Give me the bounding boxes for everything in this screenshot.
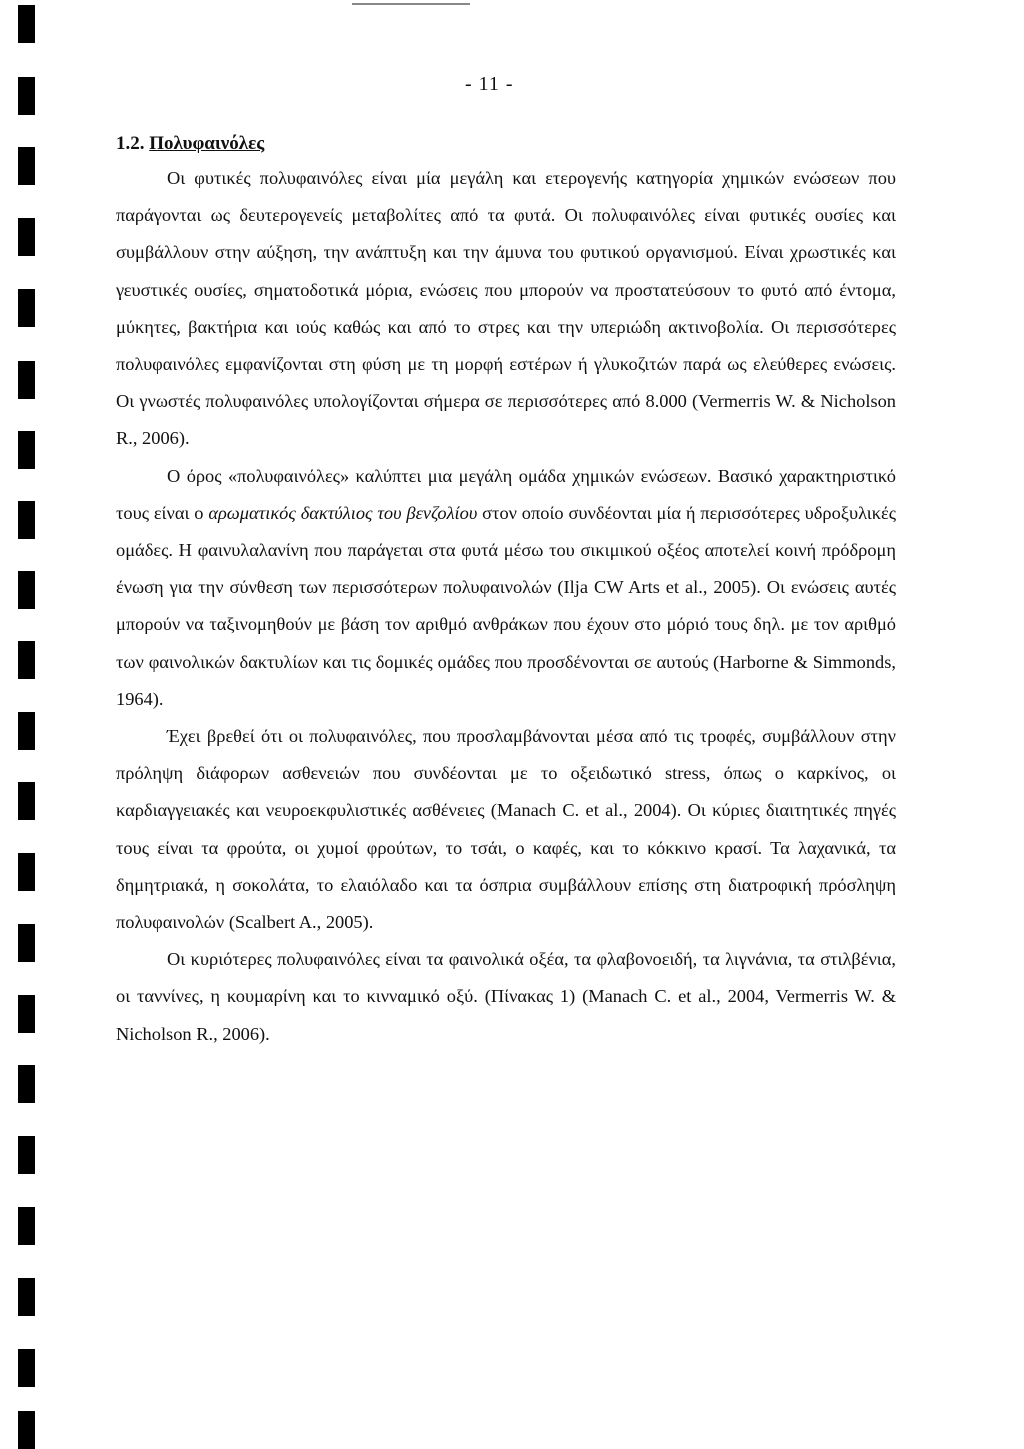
scan-mark	[18, 782, 35, 820]
paragraph-text: Έχει βρεθεί ότι οι πολυφαινόλες, που προσλαμβάνονται μέσα από τις τροφές, συμβάλλουν στην πρόληψη διάφορων ασθενειών που συνδέονται με το οξειδωτικό stress, όπως ο καρκίνος, οι καρδιαγγειακές και νευροεκφυλιστικές ασθένειες (Manach C. et al., 2004). Οι κύριες διαιτητικές πηγές τους είναι τα φρούτα, οι χυμοί φρούτων, το τσάι, ο καφές, και το κόκκινο κρασί. Τα λαχανικά, τα δημητριακά, η σοκολάτα, το ελαιόλαδο και τα όσπρια συμβάλλουν επίσης στη διατροφική πρόσληψη πολυφαινολών (Scalbert A., 2005).	[116, 726, 896, 933]
scan-mark	[18, 995, 35, 1033]
page-number: - 11 -	[465, 73, 514, 95]
paragraph	[116, 941, 896, 1053]
scan-mark	[18, 1065, 35, 1103]
scan-mark	[18, 289, 35, 327]
scan-mark	[18, 361, 35, 399]
scan-mark	[18, 641, 35, 679]
scan-mark	[18, 218, 35, 256]
scan-mark	[18, 147, 35, 185]
paragraph	[116, 458, 896, 718]
scan-mark	[18, 924, 35, 962]
paragraph	[116, 718, 896, 941]
scan-mark	[18, 1278, 35, 1316]
body-text	[116, 160, 896, 1053]
paragraph-text: Οι κυριότερες πολυφαινόλες είναι τα φαινολικά οξέα, τα φλαβονοειδή, τα λιγνάνια, τα στιλβένια, οι ταννίνες, η κουμαρίνη και το κινναμικό οξύ. (Πίνακας 1) (Manach C. et al., 2004, Vermerris W. & Nicholson R., 2006).	[116, 949, 896, 1044]
scan-mark	[18, 1349, 35, 1387]
scan-mark	[18, 571, 35, 609]
scan-mark	[18, 1136, 35, 1174]
section-title: Πολυφαινόλες	[149, 133, 265, 154]
scan-mark	[18, 1207, 35, 1245]
italic-term: αρωματικός δακτύλιος του βενζολίου	[208, 502, 478, 523]
scan-mark	[18, 5, 35, 43]
scan-mark	[18, 712, 35, 750]
paragraph-text: Ο όρος «πολυφαινόλες» καλύπτει μια μεγάλη ομάδα χημικών ενώσεων. Βασικό χαρακτηριστικό τους είναι ο	[116, 465, 896, 523]
scan-mark	[18, 853, 35, 891]
scan-mark	[18, 77, 35, 115]
scan-mark	[18, 1411, 35, 1449]
top-rule	[352, 3, 470, 5]
paragraph	[116, 160, 896, 458]
scan-mark	[18, 501, 35, 539]
section-heading	[116, 133, 264, 155]
section-number: 1.2.	[116, 133, 145, 154]
paragraph-text: στον οποίο συνδέονται μία ή περισσότερες υδροξυλικές ομάδες. Η φαινυλαλανίνη που παράγεται στα φυτά μέσω του σικιμικού οξέος αποτελεί κοινή πρόδρομη ένωση για την σύνθεση των περισσότερων πολυφαινολών (Ilja CW Arts et al., 2005). Οι ενώσεις αυτές μπορούν να ταξινομηθούν με βάση τον αριθμό ανθράκων που έχουν στο μόριό τους δηλ. με τον αριθμό των φαινολικών δακτυλίων και τις δομικές ομάδες που προσδένονται σε αυτούς (Harborne & Simmonds, 1964).	[116, 502, 896, 709]
scan-mark	[18, 431, 35, 469]
paragraph-text: Οι φυτικές πολυφαινόλες είναι μία μεγάλη και ετερογενής κατηγορία χημικών ενώσεων που παράγονται ως δευτερογενείς μεταβολίτες από τα φυτά. Οι πολυφαινόλες είναι φυτικές ουσίες και συμβάλλουν στην αύξηση, την ανάπτυξη και την άμυνα του φυτικού οργανισμού. Είναι χρωστικές και γευστικές ουσίες, σηματοδοτικά μόρια, ενώσεις που μπορούν να προστατεύσουν το φυτό από έντομα, μύκητες, βακτήρια και ιούς καθώς και από το στρες και την υπεριώδη ακτινοβολία. Οι περισσότερες πολυφαινόλες εμφανίζονται στη φύση με τη μορφή εστέρων ή γλυκοζιτών παρά ως ελεύθερες ενώσεις. Οι γνωστές πολυφαινόλες υπολογίζονται σήμερα σε περισσότερες από 8.000 (Vermerris W. & Nicholson R., 2006).	[116, 168, 896, 449]
scan-margin-marks	[0, 0, 40, 1449]
